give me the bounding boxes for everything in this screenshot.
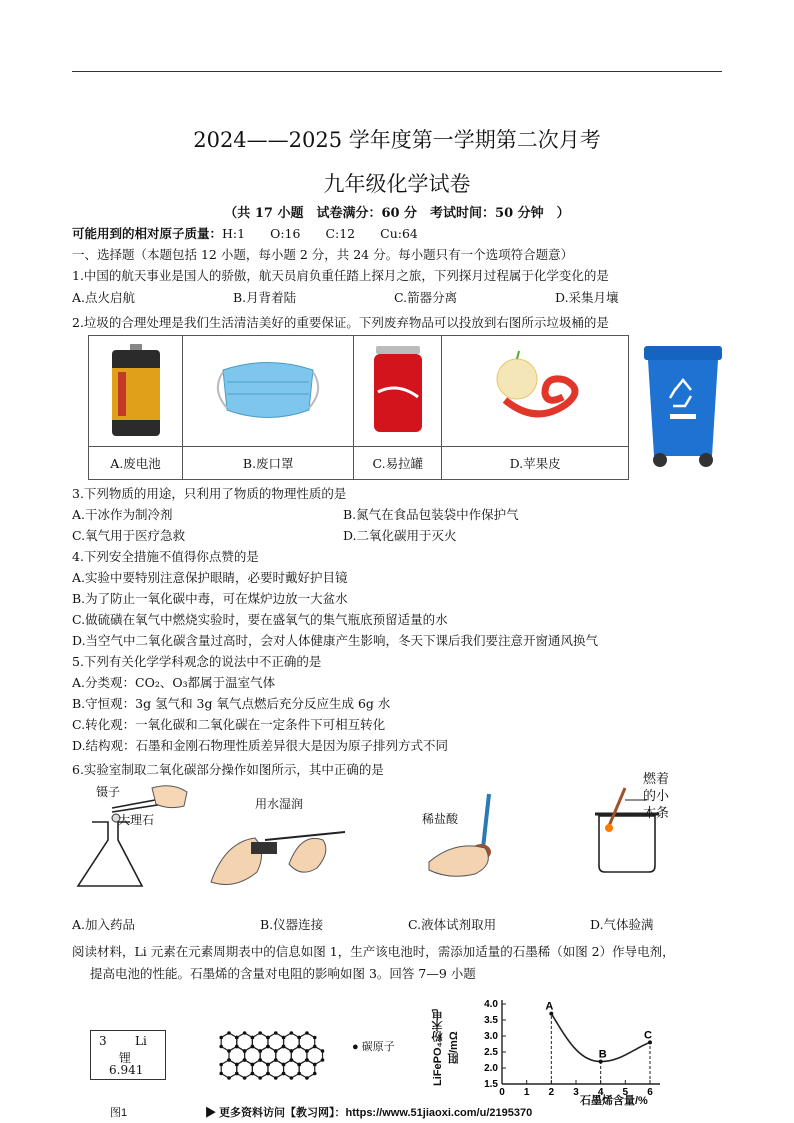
- carbon-atom: [305, 1076, 309, 1080]
- resistance-chart: [450, 996, 690, 1106]
- chart-point-label: A: [545, 1000, 554, 1013]
- battery-image-cell: [89, 336, 183, 447]
- chart-point-label: C: [644, 1029, 652, 1042]
- chart-y-tick-label: 3.5: [484, 1015, 498, 1026]
- chart-point-label: B: [598, 1048, 607, 1061]
- figure-d-check-full: [585, 780, 685, 880]
- carbon-atom: [297, 1045, 301, 1049]
- carbon-atom: [305, 1049, 309, 1053]
- chart-y-tick-label: 3.0: [484, 1031, 498, 1042]
- label-tweezers: 镊子: [96, 785, 121, 799]
- q6-option-a: A.加入药品: [72, 917, 136, 932]
- q1-option-d: D.采集月壤: [555, 290, 619, 305]
- q5-option-b: B.守恒观：3g 氢气和 3g 氧气点燃后充分反应生成 6g 水: [72, 696, 391, 711]
- carbon-atom: [297, 1072, 301, 1076]
- mask-icon: [213, 350, 323, 430]
- carbon-atom: [313, 1036, 317, 1040]
- carbon-atom-text: 碳原子: [361, 1041, 395, 1053]
- reading-line-1: 阅读材料，Li 元素在元素周期表中的信息如图 1，生产该电池时，需添加适量的石墨稀（如图 2）作导电剂，: [72, 944, 675, 959]
- carbon-atom: [235, 1072, 239, 1076]
- carbon-atom: [282, 1063, 286, 1067]
- carbon-atom: [235, 1045, 239, 1049]
- chart-y-tick-label: 1.5: [484, 1079, 498, 1090]
- q2-option-d: D.苹果皮: [442, 447, 629, 480]
- q1-option-b: B.月背着陆: [233, 290, 297, 305]
- chart-y-tick-label: 4.0: [484, 999, 498, 1010]
- carbon-atom: [258, 1058, 262, 1062]
- graphene-hexagon: [237, 1060, 253, 1078]
- graphene-hexagon: [268, 1060, 284, 1078]
- q4-option-d: D.当空气中二氧化碳含量过高时，会对人体健康产生影响，冬天下课后我们要注意开窗通风换气: [72, 633, 599, 648]
- figure-a-add-reagent: [72, 782, 192, 892]
- atomic-mass-label: 可能用到的相对原子质量：: [72, 226, 223, 241]
- figure-b-connect-apparatus: [205, 812, 345, 892]
- carbon-atom: [290, 1058, 294, 1062]
- carbon-atom: [243, 1058, 247, 1062]
- carbon-atom: [219, 1045, 223, 1049]
- carbon-atom: [251, 1036, 255, 1040]
- recycle-bin-icon: [640, 340, 726, 470]
- battery-icon: [106, 342, 166, 438]
- carbon-atom: [251, 1045, 255, 1049]
- chart-x-tick-label: 3: [573, 1087, 579, 1098]
- carbon-atom: [258, 1049, 262, 1053]
- q2-option-c: C.易拉罐: [354, 447, 442, 480]
- q1-option-a: A.点火启航: [72, 290, 136, 305]
- element-card: [90, 1030, 166, 1080]
- carbon-atom: [266, 1045, 270, 1049]
- carbon-atom: [274, 1031, 278, 1035]
- mask-image-cell: [183, 336, 354, 447]
- graphene-hexagon: [299, 1060, 315, 1078]
- top-rule: [72, 71, 722, 72]
- label-stick-2: 的小: [643, 788, 670, 803]
- chart-x-label: 石墨烯含量/%: [580, 1095, 648, 1107]
- carbon-atom: [243, 1049, 247, 1053]
- label-acid: 稀盐酸: [422, 812, 459, 826]
- label-stick-1: 燃着: [643, 771, 670, 786]
- q3-option-c: C.氧气用于医疗急救: [72, 528, 186, 543]
- q4-option-b: B.为了防止一氧化碳中毒，可在煤炉边放一大盆水: [72, 591, 348, 606]
- exam-title: 2024——2025 学年度第一学期第二次月考: [193, 128, 601, 152]
- carbon-atom: [313, 1063, 317, 1067]
- carbon-atom: [297, 1063, 301, 1067]
- carbon-atom: [290, 1049, 294, 1053]
- carbon-atom: [274, 1058, 278, 1062]
- q4-stem: 4.下列安全措施不值得你点赞的是: [72, 549, 259, 564]
- carbon-atom: [258, 1031, 262, 1035]
- chart-y-tick-label: 2.5: [484, 1047, 498, 1058]
- carbon-atom: [290, 1076, 294, 1080]
- exam-subtitle: 九年级化学试卷: [323, 172, 471, 196]
- q2-option-b: B.废口罩: [183, 447, 354, 480]
- carbon-atom: [251, 1063, 255, 1067]
- q6-stem: 6.实验室制取二氧化碳部分操作如图所示，其中正确的是: [72, 762, 384, 777]
- section-heading: 一、选择题（本题包括 12 小题，每小题 2 分，共 24 分。每小题只有一个选项符合题意）: [72, 247, 574, 262]
- label-stick: [643, 770, 669, 821]
- carbon-atom: [227, 1058, 231, 1062]
- carbon-atom: [266, 1036, 270, 1040]
- q1-stem: 1.中国的航天事业是国人的骄傲，航天员肩负重任踏上探月之旅，下列探月过程属于化学变化的是: [72, 268, 609, 283]
- carbon-atom: [219, 1036, 223, 1040]
- carbon-atom: [305, 1058, 309, 1062]
- atomic-mass: [72, 224, 418, 242]
- carbon-atom: [282, 1045, 286, 1049]
- q6-option-d: D.气体验满: [590, 917, 654, 932]
- reading-line-2: 提高电池的性能。石墨烯的含量对电阻的影响如图 3。回答 7—9 小题: [90, 966, 476, 981]
- carbon-atom: [251, 1072, 255, 1076]
- chart-x-tick-label: 0: [499, 1087, 505, 1098]
- carbon-atom: [243, 1076, 247, 1080]
- chart-y-tick-label: 2.0: [484, 1063, 498, 1074]
- carbon-atom: [258, 1076, 262, 1080]
- carbon-atom: [219, 1063, 223, 1067]
- carbon-atom: [290, 1031, 294, 1035]
- footer-link[interactable]: ▶ 更多资料访问【教习网】：https://www.51jiaoxi.com/u/2195370: [205, 1107, 533, 1119]
- q4-option-a: A.实验中要特别注意保护眼睛，必要时戴好护目镜: [72, 570, 348, 585]
- carbon-atom: [227, 1049, 231, 1053]
- carbon-atom: [282, 1072, 286, 1076]
- chart-x-tick-label: 2: [548, 1087, 555, 1098]
- chart-x-tick-label: 6: [647, 1087, 653, 1098]
- atomic-mass-values: H:1 O:16 C:12 Cu:64: [222, 226, 418, 241]
- chart-y-label: LiFePO₄粉末电阻/mΩ: [432, 1009, 460, 1087]
- carbon-atom: [219, 1072, 223, 1076]
- chart-x-tick-label: 4: [597, 1087, 604, 1098]
- can-icon: [370, 342, 426, 438]
- element-mass: 6.941: [109, 1063, 144, 1077]
- label-stick-3: 木条: [643, 805, 670, 820]
- label-wet: 用水湿润: [255, 797, 304, 811]
- carbon-atom: [235, 1036, 239, 1040]
- element-symbol: Li: [135, 1034, 147, 1048]
- carbon-atom: [227, 1076, 231, 1080]
- carbon-atom: [235, 1063, 239, 1067]
- chart-x-tick-label: 5: [622, 1087, 629, 1098]
- apple-peel-icon: [475, 345, 595, 435]
- apple-image-cell: [442, 336, 629, 447]
- label-marble: 大理石: [118, 813, 155, 827]
- q3-option-d: D.二氧化碳用于灭火: [343, 528, 457, 543]
- q1-option-c: C.箭器分离: [394, 290, 458, 305]
- exam-meta: （共 17 小题 试卷满分：60 分 考试时间：50 分钟 ）: [224, 206, 570, 221]
- carbon-atom: [305, 1031, 309, 1035]
- q5-option-d: D.结构观：石墨和金刚石物理性质差异很大是因为原子排列方式不同: [72, 738, 449, 753]
- q5-option-c: C.转化观：一氧化碳和二氧化碳在一定条件下可相互转化: [72, 717, 386, 732]
- q4-option-c: C.做硫磺在氧气中燃烧实验时，要在盛氧气的集气瓶底预留适量的水: [72, 612, 448, 627]
- carbon-atom: [274, 1049, 278, 1053]
- can-image-cell: [354, 336, 442, 447]
- graphene-hexagon: [221, 1060, 237, 1078]
- chart-x-tick-label: 1: [523, 1087, 530, 1098]
- carbon-atom: [266, 1063, 270, 1067]
- q2-table: [88, 335, 629, 480]
- carbon-atom: [266, 1072, 270, 1076]
- q3-option-b: B.氮气在食品包装袋中作保护气: [343, 507, 519, 522]
- q6-option-b: B.仪器连接: [260, 917, 324, 932]
- carbon-atom: [282, 1036, 286, 1040]
- carbon-atom: [243, 1031, 247, 1035]
- carbon-atom: [321, 1049, 325, 1053]
- carbon-atom: [313, 1045, 317, 1049]
- q6-option-c: C.液体试剂取用: [408, 917, 497, 932]
- graphene-hexagon: [284, 1060, 300, 1078]
- carbon-atom: [227, 1031, 231, 1035]
- carbon-atom-label: ● 碳原子: [352, 1041, 395, 1053]
- figure-1-label: 图1: [110, 1107, 128, 1119]
- q2-option-a: A.废电池: [89, 447, 183, 480]
- graphene-hexagon: [252, 1060, 268, 1078]
- carbon-atom: [321, 1058, 325, 1062]
- figure-c-liquid-reagent: [425, 790, 535, 880]
- carbon-atom: [274, 1076, 278, 1080]
- q5-option-a: A.分类观：CO₂、O₃都属于温室气体: [72, 675, 276, 690]
- carbon-atom: [313, 1072, 317, 1076]
- element-name: 锂: [119, 1051, 132, 1065]
- element-number: 3: [99, 1034, 107, 1048]
- q2-stem: 2.垃圾的合理处理是我们生活清洁美好的重要保证。下列废弃物品可以投放到右图所示垃圾桶的是: [72, 315, 609, 330]
- q3-stem: 3.下列物质的用途，只利用了物质的物理性质的是: [72, 486, 347, 501]
- q3-option-a: A.干冰作为制冷剂: [72, 507, 173, 522]
- q5-stem: 5.下列有关化学学科观念的说法中不正确的是: [72, 654, 322, 669]
- carbon-atom: [297, 1036, 301, 1040]
